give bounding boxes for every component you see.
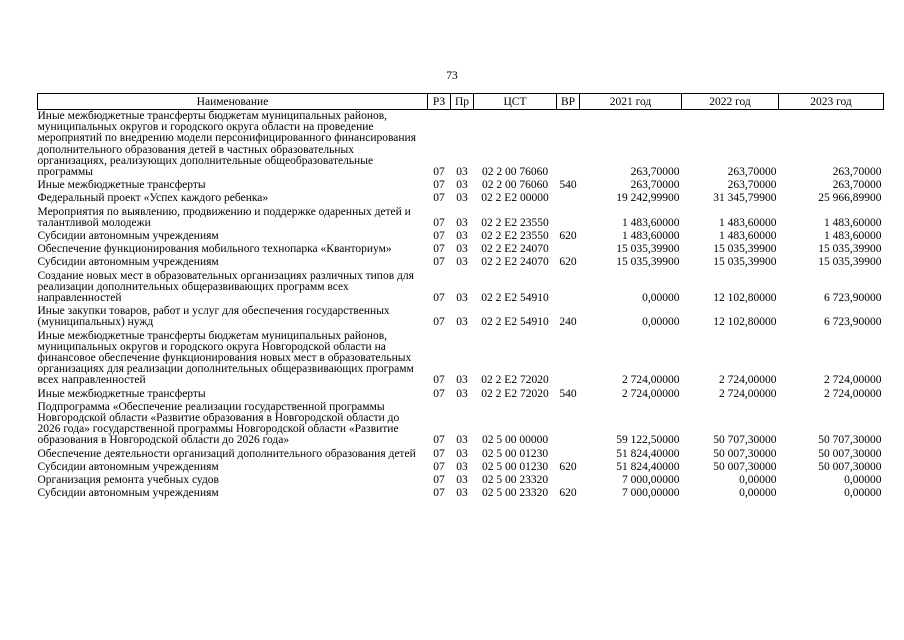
row-2021: 19 242,99900 bbox=[616, 192, 680, 205]
row-vr bbox=[557, 330, 580, 388]
table-row bbox=[38, 256, 884, 269]
row-pr: 03 bbox=[456, 243, 468, 256]
row-2023: 2 724,00000 bbox=[824, 387, 882, 400]
row-2023: 6 723,90000 bbox=[824, 316, 882, 329]
row-2022: 31 345,79900 bbox=[713, 192, 777, 205]
row-2021: 2 724,00000 bbox=[622, 387, 680, 400]
row-2022: 0,00000 bbox=[739, 474, 777, 487]
table-row bbox=[38, 243, 884, 256]
row-2021: 0,00000 bbox=[642, 292, 680, 305]
row-pr: 03 bbox=[456, 474, 468, 487]
row-2021: 1 483,60000 bbox=[622, 216, 680, 229]
row-2023: 50 007,30000 bbox=[818, 447, 882, 460]
row-2022: 50 007,30000 bbox=[713, 447, 777, 460]
row-vr: 620 bbox=[559, 460, 577, 473]
row-pr: 03 bbox=[456, 316, 468, 329]
row-2022: 2 724,00000 bbox=[719, 387, 777, 400]
row-vr: 540 bbox=[559, 179, 577, 192]
row-name: Федеральный проект «Успех каждого ребенка» bbox=[37, 192, 269, 205]
row-name: Подпрограмма «Обеспечение реализации государственной программы Новгородской области «Развитие образования в Новгородской области до 2026 года» государственной программы Новгородской области «Развитие образования в Новгородской области до 2026 года» bbox=[37, 400, 400, 447]
row-2023: 1 483,60000 bbox=[824, 216, 882, 229]
row-pr: 03 bbox=[456, 166, 468, 179]
table-row bbox=[38, 487, 884, 500]
row-2023: 2 724,00000 bbox=[824, 374, 882, 387]
table-row bbox=[38, 461, 884, 474]
row-name: Обеспечение деятельности организаций дополнительного образования детей bbox=[37, 447, 416, 460]
row-cst: 02 5 00 01230 bbox=[481, 447, 549, 460]
row-2023: 25 966,89900 bbox=[818, 192, 882, 205]
row-cst: 02 5 00 23320 bbox=[481, 487, 549, 500]
row-vr: 620 bbox=[559, 230, 577, 243]
row-cst: 02 2 E2 72020 bbox=[481, 387, 549, 400]
row-vr bbox=[557, 192, 580, 205]
budget-table bbox=[37, 93, 884, 501]
row-name: Субсидии автономным учреждениям bbox=[37, 256, 219, 269]
row-rz: 07 bbox=[433, 487, 445, 500]
row-name: Мероприятия по выявлению, продвижению и поддержке одаренных детей и талантливой молодежи bbox=[37, 205, 411, 229]
row-2023: 0,00000 bbox=[844, 474, 882, 487]
row-pr: 03 bbox=[456, 460, 468, 473]
row-rz: 07 bbox=[433, 179, 445, 192]
header-cst: ЦСТ bbox=[474, 94, 557, 110]
row-pr: 03 bbox=[456, 447, 468, 460]
row-name: Субсидии автономным учреждениям bbox=[37, 230, 219, 243]
row-2022: 50 707,30000 bbox=[713, 434, 777, 447]
table-row bbox=[38, 179, 884, 192]
row-vr bbox=[557, 243, 580, 256]
header-2023: 2023 год bbox=[779, 94, 884, 110]
row-name: Организация ремонта учебных судов bbox=[37, 474, 219, 487]
row-vr bbox=[557, 270, 580, 306]
row-cst: 02 5 00 01230 bbox=[481, 460, 549, 473]
row-rz: 07 bbox=[433, 387, 445, 400]
page-number: 73 bbox=[446, 70, 458, 82]
row-rz: 07 bbox=[433, 216, 445, 229]
row-rz: 07 bbox=[433, 192, 445, 205]
row-2021: 7 000,00000 bbox=[622, 474, 680, 487]
row-name: Иные межбюджетные трансферты бюджетам муниципальных районов, муниципальных округов и городского округа Новгородской области на финансовое обеспечение функционирования новых мест в образовательных организациях для реализации дополнительных общеразвивающих программ всех направленностей bbox=[37, 329, 414, 387]
row-2023: 263,70000 bbox=[832, 179, 882, 192]
row-pr: 03 bbox=[456, 216, 468, 229]
row-vr bbox=[557, 206, 580, 230]
row-rz: 07 bbox=[433, 243, 445, 256]
header-pr: Пр bbox=[451, 94, 474, 110]
row-2023: 1 483,60000 bbox=[824, 230, 882, 243]
row-2021: 1 483,60000 bbox=[622, 230, 680, 243]
row-2023: 263,70000 bbox=[832, 166, 882, 179]
row-pr: 03 bbox=[456, 387, 468, 400]
row-rz: 07 bbox=[433, 316, 445, 329]
row-2022: 12 102,80000 bbox=[713, 292, 777, 305]
row-rz: 07 bbox=[433, 292, 445, 305]
row-name: Создание новых мест в образовательных организациях различных типов для реализации дополнительных общеразвивающих программ всех направленностей bbox=[37, 269, 414, 305]
row-pr: 03 bbox=[456, 192, 468, 205]
row-rz: 07 bbox=[433, 256, 445, 269]
row-2021: 15 035,39900 bbox=[616, 243, 680, 256]
row-2021: 263,70000 bbox=[630, 179, 680, 192]
row-rz: 07 bbox=[433, 166, 445, 179]
row-cst: 02 2 E2 00000 bbox=[481, 192, 549, 205]
row-vr: 620 bbox=[559, 256, 577, 269]
row-pr: 03 bbox=[456, 434, 468, 447]
header-2021: 2021 год bbox=[580, 94, 682, 110]
header-name: Наименование bbox=[38, 94, 428, 110]
row-2023: 50 007,30000 bbox=[818, 460, 882, 473]
row-2021: 59 122,50000 bbox=[616, 434, 680, 447]
row-vr bbox=[557, 110, 580, 180]
row-cst: 02 2 E2 24070 bbox=[481, 243, 549, 256]
row-vr bbox=[557, 474, 580, 487]
row-vr bbox=[557, 401, 580, 448]
row-name: Субсидии автономным учреждениям bbox=[37, 460, 219, 473]
header-vr: ВР bbox=[557, 94, 580, 110]
row-name: Иные межбюджетные трансферты bbox=[37, 179, 206, 192]
row-pr: 03 bbox=[456, 487, 468, 500]
row-2022: 263,70000 bbox=[727, 166, 777, 179]
row-2022: 1 483,60000 bbox=[719, 230, 777, 243]
row-2023: 0,00000 bbox=[844, 487, 882, 500]
row-2022: 15 035,39900 bbox=[713, 243, 777, 256]
row-2022: 12 102,80000 bbox=[713, 316, 777, 329]
row-cst: 02 2 E2 23550 bbox=[481, 216, 549, 229]
table-row bbox=[38, 330, 884, 388]
row-2023: 6 723,90000 bbox=[824, 292, 882, 305]
row-2021: 0,00000 bbox=[642, 316, 680, 329]
row-2021: 15 035,39900 bbox=[616, 256, 680, 269]
row-pr: 03 bbox=[456, 256, 468, 269]
row-cst: 02 2 E2 72020 bbox=[481, 374, 549, 387]
row-2023: 15 035,39900 bbox=[818, 243, 882, 256]
table-header-row bbox=[38, 94, 884, 110]
row-cst: 02 2 00 76060 bbox=[481, 179, 549, 192]
row-2021: 51 824,40000 bbox=[616, 460, 680, 473]
row-cst: 02 2 00 76060 bbox=[481, 166, 549, 179]
row-2022: 0,00000 bbox=[739, 487, 777, 500]
table-row bbox=[38, 401, 884, 448]
row-vr: 240 bbox=[559, 316, 577, 329]
header-rz: РЗ bbox=[428, 94, 451, 110]
row-cst: 02 2 E2 23550 bbox=[481, 230, 549, 243]
row-vr: 620 bbox=[559, 487, 577, 500]
row-2022: 263,70000 bbox=[727, 179, 777, 192]
table-row bbox=[38, 230, 884, 243]
row-rz: 07 bbox=[433, 460, 445, 473]
row-name: Иные межбюджетные трансферты бюджетам муниципальных районов, муниципальных округов и городского округа области на проведение мероприятий по внедрению модели персонифицированного финансирования дополнительного образования детей в частных образовательных организациях, реализующих дополнительные общеобразовательные программы bbox=[37, 110, 416, 179]
table-row bbox=[38, 110, 884, 180]
row-cst: 02 2 E2 54910 bbox=[481, 316, 549, 329]
table-row bbox=[38, 474, 884, 487]
row-name: Иные закупки товаров, работ и услуг для обеспечения государственных (муниципальных) нужд bbox=[37, 305, 390, 329]
row-2023: 15 035,39900 bbox=[818, 256, 882, 269]
table-row bbox=[38, 388, 884, 401]
row-pr: 03 bbox=[456, 179, 468, 192]
row-vr bbox=[557, 448, 580, 461]
row-rz: 07 bbox=[433, 374, 445, 387]
row-2022: 15 035,39900 bbox=[713, 256, 777, 269]
row-cst: 02 2 E2 24070 bbox=[481, 256, 549, 269]
row-rz: 07 bbox=[433, 230, 445, 243]
row-rz: 07 bbox=[433, 447, 445, 460]
table-row bbox=[38, 270, 884, 306]
header-2022: 2022 год bbox=[682, 94, 779, 110]
row-vr: 540 bbox=[559, 387, 577, 400]
row-pr: 03 bbox=[456, 292, 468, 305]
table-row bbox=[38, 448, 884, 461]
row-2022: 2 724,00000 bbox=[719, 374, 777, 387]
table-row bbox=[38, 206, 884, 230]
row-2021: 7 000,00000 bbox=[622, 487, 680, 500]
row-cst: 02 5 00 00000 bbox=[481, 434, 549, 447]
row-name: Обеспечение функционирования мобильного технопарка «Кванториум» bbox=[37, 243, 392, 256]
row-pr: 03 bbox=[456, 374, 468, 387]
row-cst: 02 2 E2 54910 bbox=[481, 292, 549, 305]
row-cst: 02 5 00 23320 bbox=[481, 474, 549, 487]
row-2022: 1 483,60000 bbox=[719, 216, 777, 229]
table-row bbox=[38, 305, 884, 329]
row-pr: 03 bbox=[456, 230, 468, 243]
row-2021: 51 824,40000 bbox=[616, 447, 680, 460]
row-name: Субсидии автономным учреждениям bbox=[37, 487, 219, 500]
row-2022: 50 007,30000 bbox=[713, 460, 777, 473]
row-rz: 07 bbox=[433, 474, 445, 487]
row-2023: 50 707,30000 bbox=[818, 434, 882, 447]
row-2021: 2 724,00000 bbox=[622, 374, 680, 387]
row-rz: 07 bbox=[433, 434, 445, 447]
row-name: Иные межбюджетные трансферты bbox=[37, 387, 206, 400]
row-2021: 263,70000 bbox=[630, 166, 680, 179]
table-row bbox=[38, 192, 884, 205]
